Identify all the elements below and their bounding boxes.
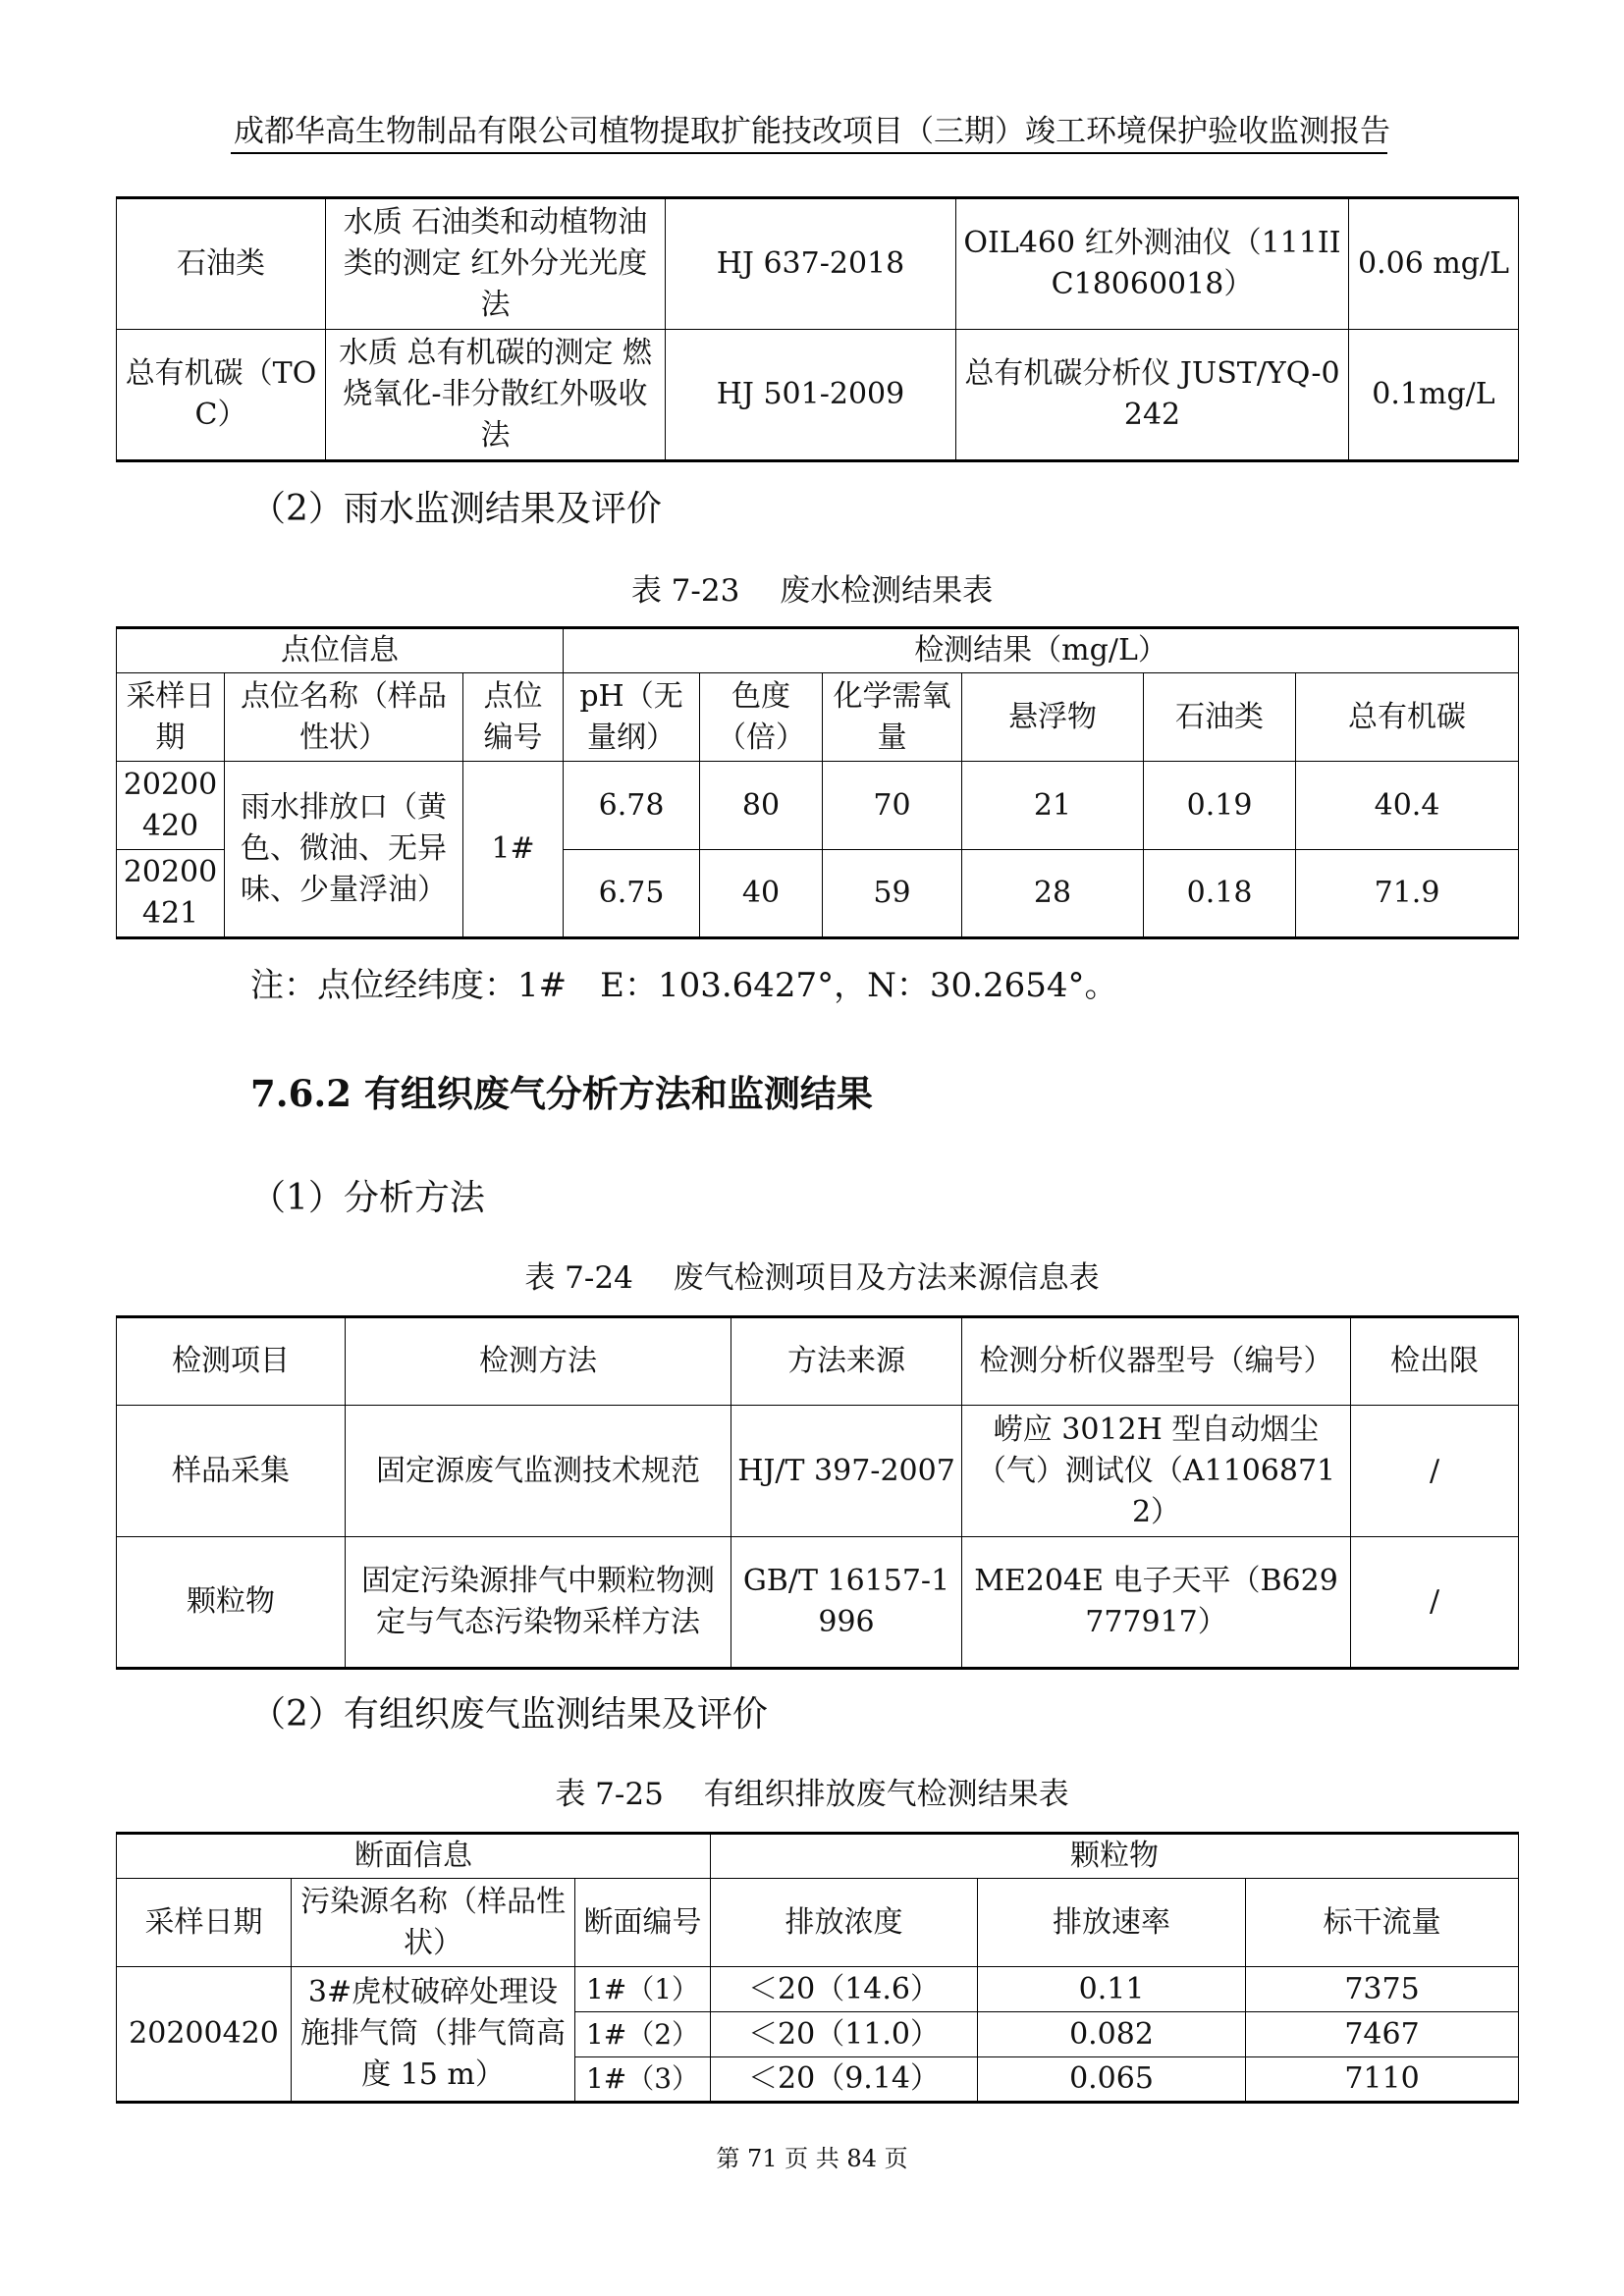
cell-method: 固定源废气监测技术规范 [346, 1406, 731, 1537]
cell-item: 颗粒物 [117, 1537, 346, 1669]
cell-conc: ＜20（9.14） [711, 2057, 978, 2103]
cell-flow: 7467 [1246, 2012, 1519, 2057]
cell-limit: / [1351, 1537, 1519, 1669]
table-header-row [117, 1317, 1519, 1406]
cell-source: HJ 637-2018 [666, 198, 956, 330]
col-header: 检出限 [1351, 1317, 1519, 1406]
col-header: 排放速率 [978, 1879, 1246, 1967]
table-7-23 [116, 626, 1519, 939]
cell-item: 总有机碳（TOC） [117, 330, 326, 461]
cell-toc: 71.9 [1296, 850, 1519, 938]
col-header: 悬浮物 [962, 673, 1144, 762]
cell-source: HJ/T 397-2007 [731, 1406, 962, 1537]
cell-instrument: OIL460 红外测油仪（111IIC18060018） [956, 198, 1349, 330]
col-header: 色度（倍） [700, 673, 823, 762]
table-7-23-note: 注：点位经纬度：1# E：103.6427°，N：30.2654°。 [250, 966, 1118, 1005]
col-header: 石油类 [1144, 673, 1296, 762]
col-header: 化学需氧量 [823, 673, 962, 762]
cell-oil: 0.18 [1144, 850, 1296, 938]
cell-limit: 0.06 mg/L [1349, 198, 1519, 330]
cell-method: 水质 石油类和动植物油类的测定 红外分光光度法 [326, 198, 666, 330]
cell-ss: 21 [962, 762, 1144, 850]
table-header-row [117, 1879, 1519, 1967]
group-header-pm: 颗粒物 [711, 1834, 1519, 1879]
table-row [117, 1967, 1519, 2012]
cell-color: 80 [700, 762, 823, 850]
cell-item: 样品采集 [117, 1406, 346, 1537]
table-caption-7-23: 表 7-23 废水检测结果表 [630, 573, 994, 609]
group-header-section: 断面信息 [117, 1834, 711, 1879]
cell-section-no: 1#（2） [575, 2012, 711, 2057]
cell-oil: 0.19 [1144, 762, 1296, 850]
table-caption-7-25: 表 7-25 有组织排放废气检测结果表 [555, 1777, 1069, 1812]
cell-date: 20200420 [117, 1967, 292, 2103]
cell-conc: ＜20（11.0） [711, 2012, 978, 2057]
cell-instrument: 崂应 3012H 型自动烟尘（气）测试仪（A11068712） [962, 1406, 1351, 1537]
table-row [117, 330, 1519, 461]
cell-instrument: 总有机碳分析仪 JUST/YQ-0242 [956, 330, 1349, 461]
group-header-point: 点位信息 [117, 628, 564, 673]
cell-ph: 6.78 [564, 762, 700, 850]
cell-rate: 0.065 [978, 2057, 1246, 2103]
section-heading-rain: （2）雨水监测结果及评价 [250, 489, 662, 529]
col-header: 点位名称（样品性状） [225, 673, 463, 762]
col-header: 检测分析仪器型号（编号） [962, 1317, 1351, 1406]
table-caption-7-24: 表 7-24 废气检测项目及方法来源信息表 [524, 1260, 1100, 1296]
col-header: 标干流量 [1246, 1879, 1519, 1967]
table-header-row [117, 673, 1519, 762]
table-7-24 [116, 1315, 1519, 1670]
section-heading-7-6-2: 7.6.2 有组织废气分析方法和监测结果 [250, 1072, 873, 1115]
cell-section-no: 1#（1） [575, 1967, 711, 2012]
page-footer: 第 71 页 共 84 页 [716, 2145, 908, 2172]
cell-method: 水质 总有机碳的测定 燃烧氧化-非分散红外吸收法 [326, 330, 666, 461]
cell-cod: 59 [823, 850, 962, 938]
cell-conc: ＜20（14.6） [711, 1967, 978, 2012]
cell-toc: 40.4 [1296, 762, 1519, 850]
col-header: 总有机碳 [1296, 673, 1519, 762]
cell-instrument: ME204E 电子天平（B629777917） [962, 1537, 1351, 1669]
cell-limit: / [1351, 1406, 1519, 1537]
header-rule [231, 152, 1387, 154]
cell-source-name: 3#虎杖破碎处理设施排气筒（排气筒高度 15 m） [292, 1967, 575, 2103]
section-heading-method: （1）分析方法 [250, 1178, 485, 1218]
cell-ss: 28 [962, 850, 1144, 938]
cell-source: HJ 501-2009 [666, 330, 956, 461]
cell-rate: 0.082 [978, 2012, 1246, 2057]
table-row [117, 1406, 1519, 1537]
cell-cod: 70 [823, 762, 962, 850]
table-group-header-row [117, 1834, 1519, 1879]
cell-section-no: 1#（3） [575, 2057, 711, 2103]
cell-limit: 0.1mg/L [1349, 330, 1519, 461]
cell-date: 20200420 [117, 762, 225, 850]
table-7-25 [116, 1832, 1519, 2104]
group-header-result: 检测结果（mg/L） [564, 628, 1519, 673]
table-row [117, 762, 1519, 850]
col-header: 方法来源 [731, 1317, 962, 1406]
cell-source: GB/T 16157-1996 [731, 1537, 962, 1669]
cell-item: 石油类 [117, 198, 326, 330]
cell-color: 40 [700, 850, 823, 938]
cell-point-name: 雨水排放口（黄色、微油、无异味、少量浮油） [225, 762, 463, 938]
cell-date: 20200421 [117, 850, 225, 938]
table-row [117, 1537, 1519, 1669]
cell-flow: 7110 [1246, 2057, 1519, 2103]
cell-flow: 7375 [1246, 1967, 1519, 2012]
cell-point-no: 1# [463, 762, 564, 938]
method-table-continued [116, 196, 1519, 462]
col-header: 点位编号 [463, 673, 564, 762]
cell-rate: 0.11 [978, 1967, 1246, 2012]
col-header: 采样日期 [117, 1879, 292, 1967]
col-header: 检测项目 [117, 1317, 346, 1406]
table-group-header-row [117, 628, 1519, 673]
col-header: 检测方法 [346, 1317, 731, 1406]
col-header: 污染源名称（样品性状） [292, 1879, 575, 1967]
col-header: 排放浓度 [711, 1879, 978, 1967]
report-header-title: 成都华高生物制品有限公司植物提取扩能技改项目（三期）竣工环境保护验收监测报告 [234, 114, 1390, 149]
col-header: 采样日期 [117, 673, 225, 762]
cell-method: 固定污染源排气中颗粒物测定与气态污染物采样方法 [346, 1537, 731, 1669]
section-heading-gas: （2）有组织废气监测结果及评价 [250, 1694, 768, 1735]
cell-ph: 6.75 [564, 850, 700, 938]
col-header: 断面编号 [575, 1879, 711, 1967]
col-header: pH（无量纲） [564, 673, 700, 762]
table-row [117, 198, 1519, 330]
